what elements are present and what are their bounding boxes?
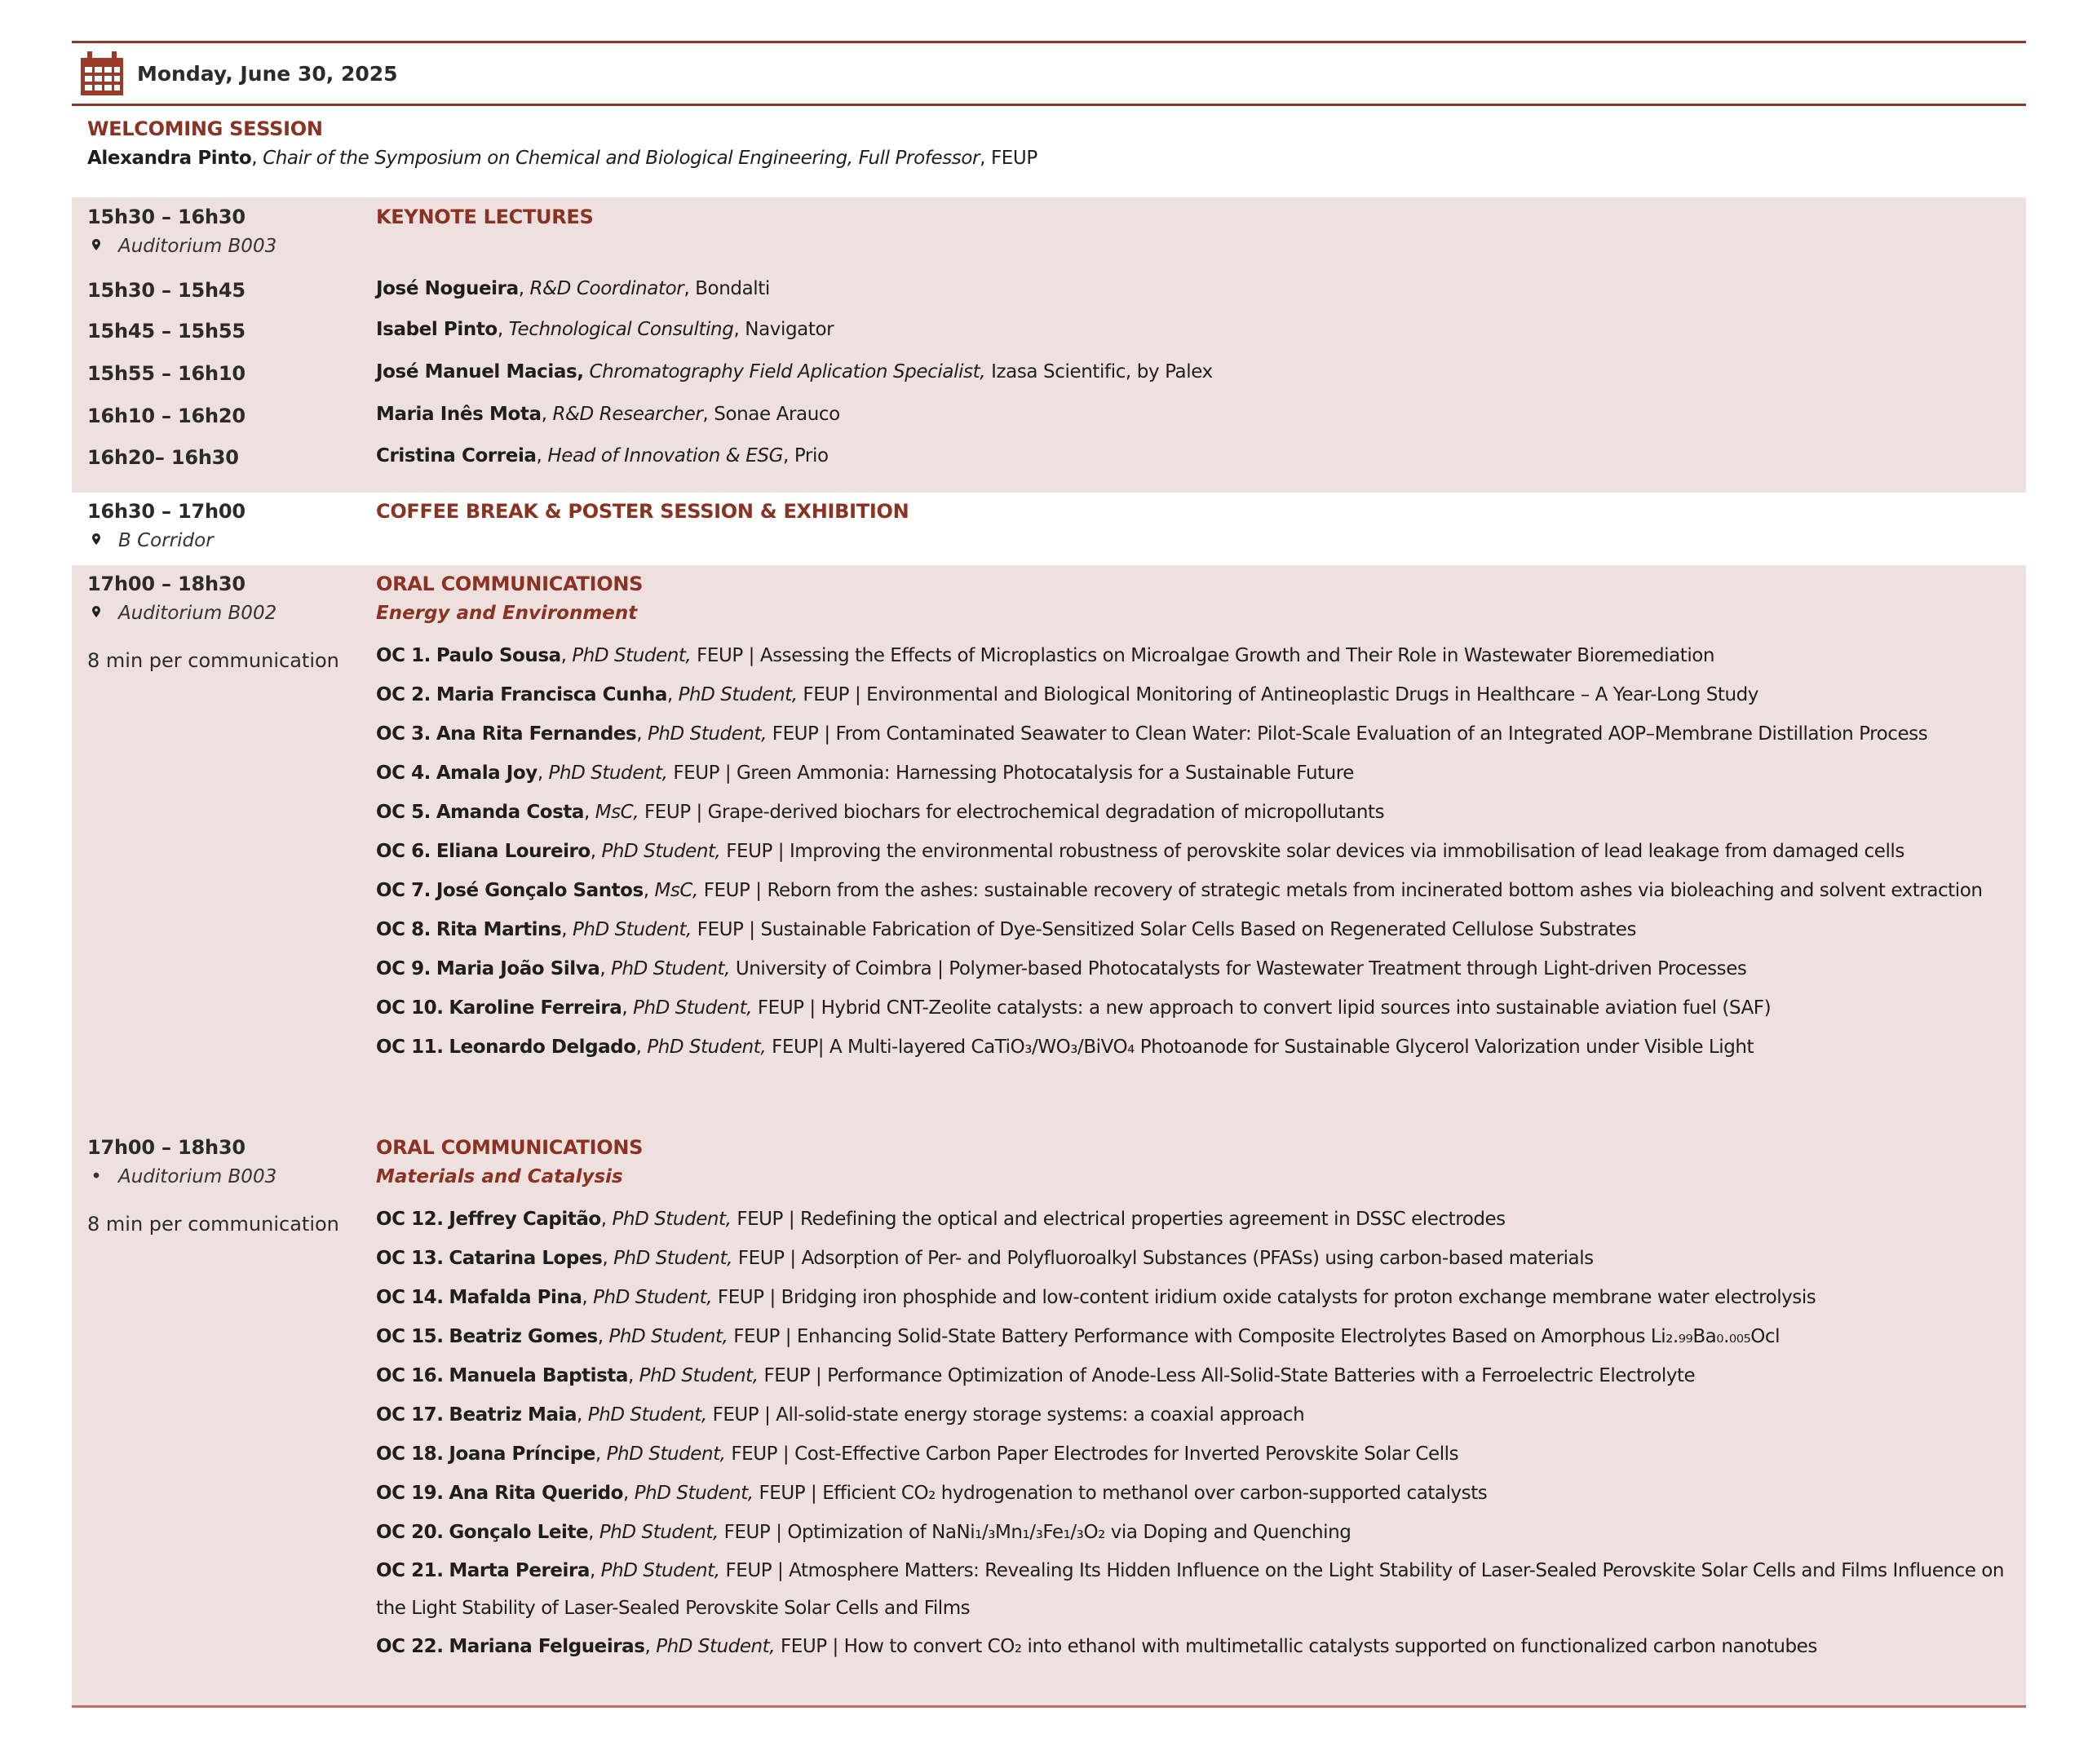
oral-communication: OC 18. Joana Príncipe, PhD Student, FEUP | Cost-Effective Carbon Paper Electrodes for Inverted Perovskite Solar Cells xyxy=(376,1443,1459,1465)
oral1-time: 17h00 – 18h30 xyxy=(87,573,246,595)
coffee-location xyxy=(87,526,246,555)
oc-title: FEUP | Performance Optimization of Anode-Less All-Solid-State Batteries with a Ferroelectric Electrolyte xyxy=(758,1365,1696,1386)
oc-title: FEUP | Improving the environmental robustness of perovskite solar devices via immobilisation of lead leakage from damaged cells xyxy=(720,841,1904,862)
oral1-title: ORAL COMMUNICATIONS xyxy=(376,573,644,595)
oc-number: OC 13. xyxy=(376,1248,444,1269)
speaker-name: José Nogueira xyxy=(376,278,519,299)
speaker-role: Chromatography Field Aplication Specialist, xyxy=(589,361,986,382)
oc-number: OC 2. xyxy=(376,684,431,705)
location-label: Auditorium B002 xyxy=(118,603,277,624)
oc-title: FEUP | Assessing the Effects of Microplastics on Microalgae Growth and Their Role in Wastewater Bioremediation xyxy=(691,645,1715,666)
keynote-time: 15h30 – 16h30 xyxy=(87,206,246,228)
speaker-role: PhD Student, xyxy=(648,723,767,745)
speaker-name: Manuela Baptista xyxy=(449,1365,628,1386)
location-label: Auditorium B003 xyxy=(118,236,277,257)
speaker-role: R&D Researcher xyxy=(552,404,703,425)
speaker-name: José Manuel Macias, xyxy=(376,361,584,382)
talk-time: 15h45 – 15h55 xyxy=(87,320,246,343)
speaker-name: Maria Francisca Cunha xyxy=(436,684,667,705)
oral-communication: OC 3. Ana Rita Fernandes, PhD Student, FEUP | From Contaminated Seawater to Clean Water: Pilot-Scale Evaluation of an Integrated AOP–Membrane Distillation Process xyxy=(376,723,1928,745)
oral-communication: OC 13. Catarina Lopes, PhD Student, FEUP | Adsorption of Per- and Polyfluoroalkyl Substances (PFASs) using carbon-based materials xyxy=(376,1248,1594,1269)
oc-title: FEUP | Redefining the optical and electrical properties agreement in DSSC electrodes xyxy=(731,1209,1506,1230)
program-page xyxy=(72,41,2026,1708)
speaker-name: Mafalda Pina xyxy=(449,1287,582,1308)
speaker-role: Technological Consulting xyxy=(508,319,734,340)
talk-time: 16h10 – 16h20 xyxy=(87,405,246,427)
speaker-role: PhD Student, xyxy=(613,1248,732,1269)
speaker-name: Isabel Pinto xyxy=(376,319,498,340)
oral2-list xyxy=(376,1200,2015,1666)
speaker-role: PhD Student, xyxy=(634,1483,754,1504)
oc-number: OC 22. xyxy=(376,1636,444,1657)
oc-number: OC 3. xyxy=(376,723,431,745)
speaker-role: Chair of the Symposium on Chemical and Biological Engineering, Full Professor xyxy=(263,148,980,169)
oral2-time: 17h00 – 18h30 xyxy=(87,1136,246,1159)
speaker-name: Alexandra Pinto xyxy=(87,148,252,169)
oral-communication: OC 11. Leonardo Delgado, PhD Student, FEUP| A Multi-layered CaTiO₃/WO₃/BiVO₄ Photoanode for Sustainable Glycerol Valorization under Visible Light xyxy=(376,1037,1754,1058)
location-label: B Corridor xyxy=(118,530,214,551)
oral-communication: OC 5. Amanda Costa, MsC, FEUP | Grape-derived biochars for electrochemical degradation of micropollutants xyxy=(376,802,1385,823)
speaker-role: PhD Student, xyxy=(601,841,721,862)
keynote-title: KEYNOTE LECTURES xyxy=(376,206,594,228)
oral1-subtitle: Energy and Environment xyxy=(376,603,638,624)
oral1-list xyxy=(376,636,2015,1067)
oc-number: OC 14. xyxy=(376,1287,444,1308)
speaker-name: Leonardo Delgado xyxy=(449,1037,636,1058)
location-pin-icon xyxy=(87,237,105,255)
oral-communication: OC 1. Paulo Sousa, PhD Student, FEUP | Assessing the Effects of Microplastics on Microalgae Growth and Their Role in Wastewater Bioremediation xyxy=(376,645,1715,666)
oral-communication: OC 20. Gonçalo Leite, PhD Student, FEUP | Optimization of NaNi₁/₃Mn₁/₃Fe₁/₃O₂ via Doping and Quenching xyxy=(376,1522,1351,1543)
coffee-title: COFFEE BREAK & POSTER SESSION & EXHIBITION xyxy=(376,500,909,523)
oral-communication: OC 7. José Gonçalo Santos, MsC, FEUP | Reborn from the ashes: sustainable recovery of strategic metals from incinerated bottom ashes via bioleaching and solvent extraction xyxy=(376,880,1983,901)
speaker-name: José Gonçalo Santos xyxy=(436,880,644,901)
speaker-name: Jeffrey Capitão xyxy=(449,1209,601,1230)
oral2-location xyxy=(87,1162,339,1191)
oc-number: OC 4. xyxy=(376,763,431,784)
oc-title: FEUP | From Contaminated Seawater to Clean Water: Pilot-Scale Evaluation of an Integrated AOP–Membrane Distillation Process xyxy=(766,723,1928,745)
oral2-subtitle: Materials and Catalysis xyxy=(376,1166,623,1187)
speaker-name: Cristina Correia xyxy=(376,445,537,466)
speaker-name: Amanda Costa xyxy=(436,802,584,823)
oc-title: University of Coimbra | Polymer-based Photocatalysts for Wastewater Treatment through Light-driven Processes xyxy=(729,958,1747,979)
oc-title: FEUP | Adsorption of Per- and Polyfluoroalkyl Substances (PFASs) using carbon-based materials xyxy=(732,1248,1594,1269)
keynote-location xyxy=(87,232,276,261)
speaker-role: PhD Student, xyxy=(639,1365,759,1386)
speaker-role: PhD Student, xyxy=(593,1287,713,1308)
oc-number: OC 11. xyxy=(376,1037,444,1058)
oc-number: OC 15. xyxy=(376,1326,444,1347)
location-pin-icon xyxy=(87,604,105,622)
oral-communication: OC 6. Eliana Loureiro, PhD Student, FEUP | Improving the environmental robustness of perovskite solar devices via immobilisation of lead leakage from damaged cells xyxy=(376,841,1904,862)
oral-communication: OC 21. Marta Pereira, PhD Student, FEUP | Atmosphere Matters: Revealing Its Hidden Influence on the Light Stability of Laser-Sealed Perovskite Solar Cells and Films Influence on the Light Stability of Laser-Sealed Perovskite Solar Cells and Films xyxy=(376,1560,2005,1619)
oc-title: FEUP | Bridging iron phosphide and low-content iridium oxide catalysts for proton exchange membrane water electrolysis xyxy=(712,1287,1816,1308)
speaker-role: PhD Student, xyxy=(678,684,798,705)
speaker-role: PhD Student, xyxy=(599,1522,719,1543)
talk-time: 16h20– 16h30 xyxy=(87,446,239,469)
coffee-time: 16h30 – 17h00 xyxy=(87,500,246,523)
oral-communication: OC 12. Jeffrey Capitão, PhD Student, FEUP | Redefining the optical and electrical properties agreement in DSSC electrodes xyxy=(376,1209,1506,1230)
speaker-org: FEUP xyxy=(990,148,1037,169)
oc-number: OC 19. xyxy=(376,1483,444,1504)
oral-communication: OC 22. Mariana Felgueiras, PhD Student, FEUP | How to convert CO₂ into ethanol with multimetallic catalysts supported on functionalized carbon nanotubes xyxy=(376,1636,1817,1657)
oral-block-materials xyxy=(72,1130,2026,1705)
keynote-talk xyxy=(376,357,1213,387)
oral-communication: OC 16. Manuela Baptista, PhD Student, FEUP | Performance Optimization of Anode-Less All-Solid-State Batteries with a Ferroelectric Electrolyte xyxy=(376,1365,1696,1386)
oc-title: FEUP | Reborn from the ashes: sustainable recovery of strategic metals from incinerated bottom ashes via bioleaching and solvent extraction xyxy=(697,880,1983,901)
oral2-title: ORAL COMMUNICATIONS xyxy=(376,1136,644,1159)
speaker-name: Catarina Lopes xyxy=(449,1248,603,1269)
speaker-name: Amala Joy xyxy=(436,763,537,784)
speaker-name: Beatriz Maia xyxy=(449,1404,577,1426)
date-title: Monday, June 30, 2025 xyxy=(137,61,398,86)
oc-title: FEUP | Grape-derived biochars for electrochemical degradation of micropollutants xyxy=(639,802,1385,823)
oc-title: FEUP | How to convert CO₂ into ethanol with multimetallic catalysts supported on functionalized carbon nanotubes xyxy=(775,1636,1817,1657)
speaker-role: PhD Student, xyxy=(608,1326,728,1347)
oc-number: OC 5. xyxy=(376,802,431,823)
coffee-block xyxy=(72,493,2026,565)
speaker-org: Navigator xyxy=(745,319,834,340)
oral-communication: OC 2. Maria Francisca Cunha, PhD Student, FEUP | Environmental and Biological Monitoring of Antineoplastic Drugs in Healthcare – A Year-Long Study xyxy=(376,684,1758,705)
speaker-role: R&D Coordinator xyxy=(529,278,684,299)
keynote-talk: Maria Inês Mota, R&D Researcher, Sonae Arauco xyxy=(376,404,840,425)
oral-communication: OC 10. Karoline Ferreira, PhD Student, FEUP | Hybrid CNT-Zeolite catalysts: a new approach to convert lipid sources into sustainable aviation fuel (SAF) xyxy=(376,997,1772,1019)
oc-number: OC 16. xyxy=(376,1365,444,1386)
talk-time: 15h55 – 16h10 xyxy=(87,362,246,385)
speaker-name: Eliana Loureiro xyxy=(436,841,591,862)
oc-number: OC 21. xyxy=(376,1560,444,1581)
talk-time: 15h30 – 15h45 xyxy=(87,279,246,302)
oc-number: OC 12. xyxy=(376,1209,444,1230)
location-pin-icon xyxy=(87,532,105,550)
speaker-org: Sonae Arauco xyxy=(714,404,840,425)
oral-block-energy xyxy=(72,565,2026,1130)
oc-number: OC 20. xyxy=(376,1522,444,1543)
oc-number: OC 7. xyxy=(376,880,431,901)
oc-title: FEUP | Green Ammonia: Harnessing Photocatalysis for a Sustainable Future xyxy=(667,763,1354,784)
speaker-role: MsC, xyxy=(595,802,639,823)
oral2-duration: 8 min per communication xyxy=(87,1213,339,1236)
welcome-title: WELCOMING SESSION xyxy=(87,117,323,140)
keynote-talk: Cristina Correia, Head of Innovation & ESG, Prio xyxy=(376,445,829,466)
oc-title: FEUP | Efficient CO₂ hydrogenation to methanol over carbon-supported catalysts xyxy=(753,1483,1488,1504)
speaker-name: Marta Pereira xyxy=(449,1560,590,1581)
oral-communication: OC 9. Maria João Silva, PhD Student, University of Coimbra | Polymer-based Photocatalysts for Wastewater Treatment through Light-driven Processes xyxy=(376,958,1747,979)
speaker-name: Karoline Ferreira xyxy=(449,997,622,1019)
oral-communication: OC 14. Mafalda Pina, PhD Student, FEUP | Bridging iron phosphide and low-content iridium oxide catalysts for proton exchange membrane water electrolysis xyxy=(376,1287,1816,1308)
speaker-name: Rita Martins xyxy=(436,919,562,940)
oc-title: FEUP | Environmental and Biological Monitoring of Antineoplastic Drugs in Healthcare – A Year-Long Study xyxy=(797,684,1758,705)
oc-number: OC 17. xyxy=(376,1404,444,1426)
oc-number: OC 6. xyxy=(376,841,431,862)
speaker-role: PhD Student, xyxy=(587,1404,707,1426)
oc-number: OC 1. xyxy=(376,645,431,666)
oral-communication: OC 15. Beatriz Gomes, PhD Student, FEUP | Enhancing Solid-State Battery Performance with Composite Electrolytes Based on Amorphous Li₂.₉₉Ba₀.₀₀₅Ocl xyxy=(376,1326,1781,1347)
speaker-name: Joana Príncipe xyxy=(449,1443,595,1465)
speaker-role: PhD Student, xyxy=(612,1209,732,1230)
speaker-name: Mariana Felgueiras xyxy=(449,1636,645,1657)
oc-title: FEUP| A Multi-layered CaTiO₃/WO₃/BiVO₄ Photoanode for Sustainable Glycerol Valorization under Visible Light xyxy=(766,1037,1754,1058)
calendar-icon xyxy=(78,50,126,97)
keynote-block xyxy=(72,197,2026,493)
speaker-name: Ana Rita Fernandes xyxy=(436,723,637,745)
oral-communication: OC 4. Amala Joy, PhD Student, FEUP | Green Ammonia: Harnessing Photocatalysis for a Sustainable Future xyxy=(376,763,1354,784)
speaker-org: Bondalti xyxy=(695,278,770,299)
speaker-role: PhD Student, xyxy=(600,1560,720,1581)
date-header xyxy=(72,41,2026,106)
oc-number: OC 8. xyxy=(376,919,431,940)
speaker-org: Prio xyxy=(794,445,829,466)
oc-title: FEUP | Optimization of NaNi₁/₃Mn₁/₃Fe₁/₃O₂ via Doping and Quenching xyxy=(718,1522,1351,1543)
speaker-role: MsC, xyxy=(654,880,698,901)
speaker-role: PhD Student, xyxy=(548,763,668,784)
speaker-role: PhD Student, xyxy=(572,645,692,666)
oc-title: FEUP | Hybrid CNT-Zeolite catalysts: a new approach to convert lipid sources into sustainable aviation fuel (SAF) xyxy=(752,997,1772,1019)
speaker-role: PhD Student, xyxy=(647,1037,767,1058)
bullet-icon: • xyxy=(91,1166,102,1187)
oc-number: OC 10. xyxy=(376,997,444,1019)
oc-title: FEUP | Cost-Effective Carbon Paper Electrodes for Inverted Perovskite Solar Cells xyxy=(725,1443,1459,1465)
speaker-role: PhD Student, xyxy=(633,997,753,1019)
keynote-talk: José Nogueira, R&D Coordinator, Bondalti xyxy=(376,278,770,299)
oc-title: FEUP | Enhancing Solid-State Battery Performance with Composite Electrolytes Based on Amorphous Li₂.₉₉Ba₀.₀₀₅Ocl xyxy=(728,1326,1781,1347)
speaker-role: Head of Innovation & ESG xyxy=(547,445,783,466)
speaker-role: PhD Student, xyxy=(572,919,692,940)
speaker-org: Izasa Scientific, by Palex xyxy=(991,361,1213,382)
welcome-chair: Alexandra Pinto, Chair of the Symposium on Chemical and Biological Engineering, Full Professor, FEUP xyxy=(87,148,1037,169)
bottom-rule xyxy=(72,1705,2026,1708)
speaker-name: Paulo Sousa xyxy=(436,645,561,666)
oc-number: OC 9. xyxy=(376,958,431,979)
speaker-name: Maria Inês Mota xyxy=(376,404,542,425)
speaker-name: Gonçalo Leite xyxy=(449,1522,589,1543)
oral1-duration: 8 min per communication xyxy=(87,649,339,672)
speaker-role: PhD Student, xyxy=(656,1636,776,1657)
keynote-talk: Isabel Pinto, Technological Consulting, Navigator xyxy=(376,319,834,340)
oral-communication: OC 8. Rita Martins, PhD Student, FEUP | Sustainable Fabrication of Dye-Sensitized Solar Cells Based on Regenerated Cellulose Substrates xyxy=(376,919,1636,940)
speaker-role: PhD Student, xyxy=(606,1443,726,1465)
oral-communication: OC 19. Ana Rita Querido, PhD Student, FEUP | Efficient CO₂ hydrogenation to methanol over carbon-supported catalysts xyxy=(376,1483,1488,1504)
oc-title: FEUP | Atmosphere Matters: Revealing Its Hidden Influence on the Light Stability of Laser-Sealed Perovskite Solar Cells and Films Influence on the Light Stability of Laser-Sealed Perovskite Solar Cells and Films xyxy=(376,1560,2005,1619)
oral1-location xyxy=(87,599,339,628)
oc-title: FEUP | All-solid-state energy storage systems: a coaxial approach xyxy=(706,1404,1305,1426)
oral-communication: OC 17. Beatriz Maia, PhD Student, FEUP | All-solid-state energy storage systems: a coaxial approach xyxy=(376,1404,1305,1426)
speaker-role: PhD Student, xyxy=(611,958,730,979)
oc-number: OC 18. xyxy=(376,1443,444,1465)
location-label: Auditorium B003 xyxy=(118,1166,277,1187)
speaker-name: Ana Rita Querido xyxy=(449,1483,623,1504)
oc-title: FEUP | Sustainable Fabrication of Dye-Sensitized Solar Cells Based on Regenerated Cellulose Substrates xyxy=(691,919,1636,940)
welcoming-session xyxy=(72,106,2026,197)
speaker-name: Beatriz Gomes xyxy=(449,1326,598,1347)
speaker-name: Maria João Silva xyxy=(436,958,600,979)
